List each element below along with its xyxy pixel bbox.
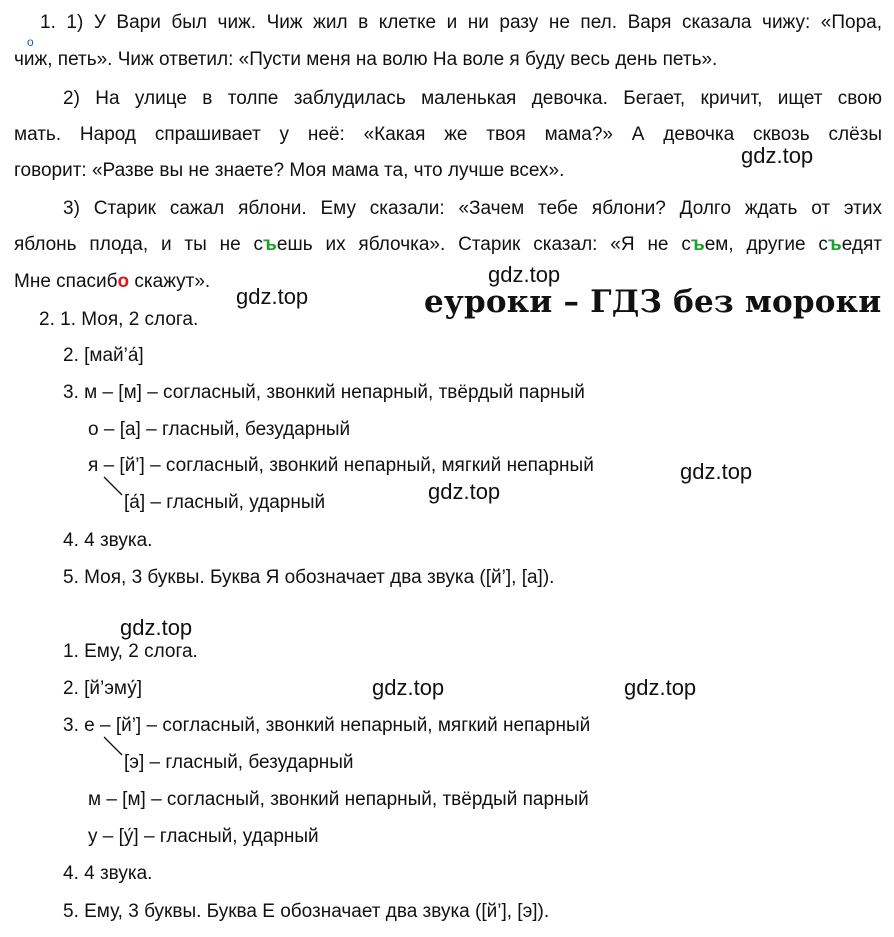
watermark: gdz.top xyxy=(741,143,814,168)
task1-p3-line2 xyxy=(14,234,882,256)
text-run: едят xyxy=(841,234,882,255)
task1-p1-line2: чиж, петь». Чиж ответил: «Пусти меня на волю На воле я буду весь день петь». xyxy=(14,49,718,70)
branch-line-ya xyxy=(104,477,122,495)
text-run: скажут». xyxy=(129,271,211,292)
moya-sound-o: о – [а] – гласный, безударный xyxy=(88,419,351,440)
emu-sound-m: м – [м] – согласный, звонкий непарный, твёрдый парный xyxy=(88,789,589,810)
moya-sound-a: [а́] – гласный, ударный xyxy=(124,492,326,513)
moya-sound-m: 3. м – [м] – согласный, звонкий непарный, твёрдый парный xyxy=(63,382,585,403)
watermark: gdz.top xyxy=(372,675,445,700)
green-hard-sign: ъ xyxy=(827,234,842,255)
watermark: gdz.top xyxy=(428,479,501,504)
red-letter-o: о xyxy=(117,271,130,292)
watermark: gdz.top xyxy=(624,675,697,700)
branch-line-e xyxy=(104,737,122,755)
text-run: ем, другие с xyxy=(704,234,828,255)
moya-sound-count: 4. 4 звука. xyxy=(63,530,153,551)
watermark: gdz.top xyxy=(680,459,753,484)
green-hard-sign: ъ xyxy=(263,234,277,255)
emu-sound-e: 3. е – [й’] – согласный, звонкий непарный, мягкий непарный xyxy=(63,715,591,736)
task1-p1-line1: 1. 1) У Вари был чиж. Чиж жил в клетке и ни разу не пел. Варя сказала чижу: «Пора, xyxy=(40,12,882,33)
task2-heading: 2. 1. Моя, 2 слога. xyxy=(39,309,199,330)
brand-watermark: еуроки – ГДЗ без мороки xyxy=(424,284,882,320)
text-run: Мне спасиб xyxy=(14,271,118,292)
text-run: яблонь плода, и ты не с xyxy=(14,234,264,255)
emu-syllables: 1. Ему, 2 слога. xyxy=(63,641,198,662)
moya-transcription: 2. [май’а́] xyxy=(63,345,144,366)
watermark: gdz.top xyxy=(236,284,309,309)
moya-sound-ya: я – [й’] – согласный, звонкий непарный, мягкий непарный xyxy=(88,455,594,476)
emu-sound-u: у – [у́] – гласный, ударный xyxy=(88,826,319,847)
emu-letter-count: 5. Ему, 3 буквы. Буква Е обозначает два звука ([й’], [э]). xyxy=(63,901,550,922)
watermark: gdz.top xyxy=(120,615,193,640)
moya-letter-count: 5. Моя, 3 буквы. Буква Я обозначает два звука ([й’], [а]). xyxy=(63,567,555,588)
watermark: gdz.top xyxy=(488,262,561,287)
task1-p3-line3 xyxy=(14,271,210,293)
task1-p2-line1: 2) На улице в толпе заблудилась маленькая девочка. Бегает, кричит, ищет свою xyxy=(63,88,882,109)
task1-p2-line2: мать. Народ спрашивает у неё: «Какая же твоя мама?» А девочка сквозь слёзы xyxy=(14,124,882,145)
task1-p3-line1: 3) Старик сажал яблони. Ему сказали: «Зачем тебе яблони? Долго ждать от этих xyxy=(63,198,882,219)
text-run: ешь их яблочка». Старик сказал: «Я не с xyxy=(276,234,691,255)
green-hard-sign: ъ xyxy=(690,234,705,255)
emu-sound-e2: [э] – гласный, безударный xyxy=(124,752,354,773)
emu-sound-count: 4. 4 звука. xyxy=(63,863,153,884)
task1-p2-line3: говорит: «Разве вы не знаете? Моя мама та, что лучше всех». xyxy=(14,160,565,181)
emu-transcription: 2. [й’эму́] xyxy=(63,678,142,699)
blue-o-mark: o xyxy=(27,35,34,49)
